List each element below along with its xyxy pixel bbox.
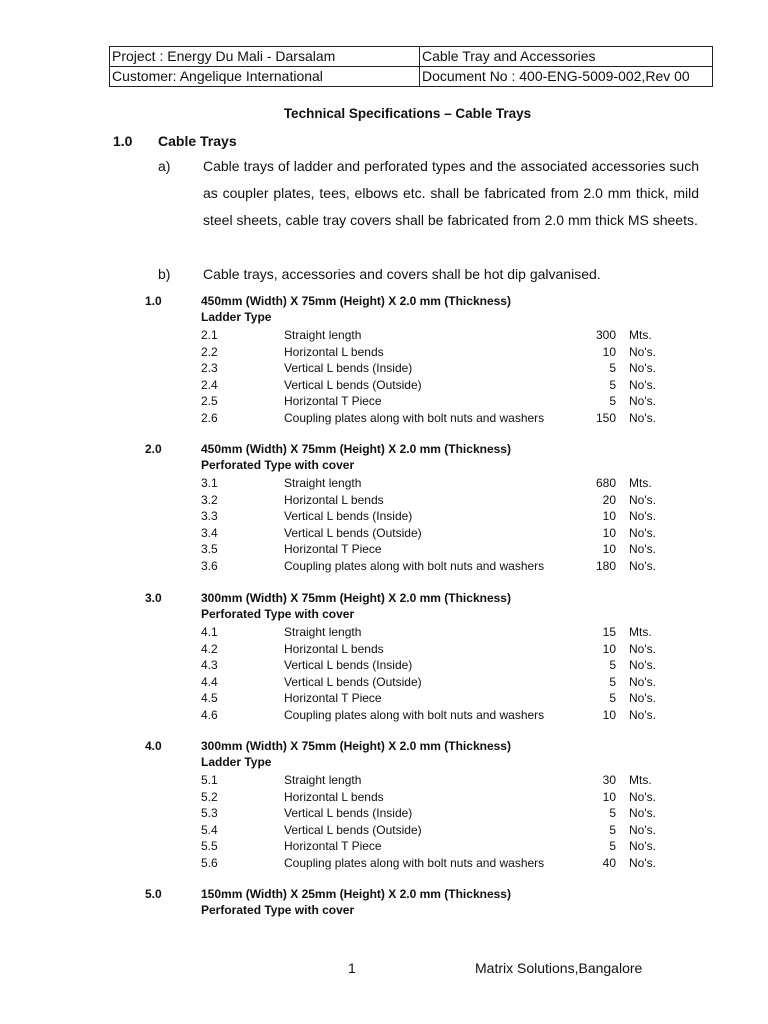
row-description: Vertical L bends (Outside)	[284, 822, 422, 837]
row-quantity: 15	[602, 625, 616, 639]
spec-row	[0, 641, 768, 657]
document-number-cell: Document No : 400-ENG-5009-002,Rev 00	[420, 67, 713, 87]
row-number: 3.1	[201, 476, 218, 490]
row-number: 5.3	[201, 806, 218, 820]
footer-company: Matrix Solutions,Bangalore	[475, 960, 643, 976]
row-unit: Mts.	[629, 773, 652, 787]
row-unit: No's.	[629, 822, 656, 837]
row-quantity: 300	[595, 328, 616, 342]
item-heading: 150mm (Width) X 25mm (Height) X 2.0 mm (Thickness)	[201, 887, 511, 901]
row-description: Horizontal L bends	[284, 789, 384, 804]
spec-row	[0, 344, 768, 360]
row-quantity: 150	[595, 410, 616, 425]
row-number: 5.1	[201, 773, 218, 787]
row-quantity: 10	[602, 641, 616, 656]
row-quantity: 5	[609, 691, 616, 705]
row-quantity: 5	[609, 377, 616, 392]
row-quantity: 5	[609, 822, 616, 837]
item-type: Perforated Type with cover	[201, 903, 355, 917]
item-number: 3.0	[145, 591, 162, 605]
row-description: Horizontal T Piece	[284, 394, 382, 408]
project-cell: Project : Energy Du Mali - Darsalam	[110, 47, 420, 67]
row-quantity: 10	[602, 789, 616, 804]
row-unit: No's.	[629, 855, 656, 870]
row-number: 2.2	[201, 344, 218, 359]
spec-row	[0, 838, 768, 854]
row-description: Vertical L bends (Inside)	[284, 806, 413, 820]
row-unit: No's.	[629, 707, 656, 722]
paragraph-text: Cable trays, accessories and covers shall be hot dip galvanised.	[203, 266, 601, 282]
row-description: Straight length	[284, 476, 362, 490]
row-number: 2.5	[201, 394, 218, 408]
row-description: Coupling plates along with bolt nuts and washers	[284, 410, 545, 425]
item-heading: 450mm (Width) X 75mm (Height) X 2.0 mm (Thickness)	[201, 294, 511, 308]
spec-row	[0, 558, 768, 574]
spec-row	[0, 657, 768, 673]
spec-row	[0, 377, 768, 393]
row-number: 4.4	[201, 674, 218, 689]
row-description: Coupling plates along with bolt nuts and washers	[284, 707, 545, 722]
row-number: 5.6	[201, 855, 218, 870]
spec-row	[0, 327, 768, 343]
item-type: Ladder Type	[201, 310, 272, 324]
spec-row	[0, 393, 768, 409]
row-quantity: 5	[609, 806, 616, 820]
row-unit: No's.	[629, 509, 656, 523]
spec-row	[0, 707, 768, 723]
item-number: 5.0	[145, 887, 162, 901]
row-number: 3.6	[201, 558, 218, 573]
row-number: 2.6	[201, 410, 218, 425]
row-unit: No's.	[629, 542, 656, 556]
subject-cell: Cable Tray and Accessories	[420, 47, 713, 67]
row-quantity: 10	[602, 542, 616, 556]
row-unit: No's.	[629, 641, 656, 656]
row-quantity: 680	[595, 476, 616, 490]
row-description: Straight length	[284, 773, 362, 787]
row-number: 3.5	[201, 542, 218, 556]
row-quantity: 10	[602, 707, 616, 722]
item-number: 2.0	[145, 442, 162, 456]
row-unit: No's.	[629, 361, 656, 375]
paragraph-label: a)	[158, 158, 171, 174]
row-unit: No's.	[629, 806, 656, 820]
row-quantity: 5	[609, 674, 616, 689]
row-number: 2.3	[201, 361, 218, 375]
row-description: Coupling plates along with bolt nuts and washers	[284, 855, 545, 870]
row-number: 5.4	[201, 822, 218, 837]
item-number: 4.0	[145, 739, 162, 753]
spec-row	[0, 508, 768, 524]
spec-row	[0, 822, 768, 838]
row-unit: No's.	[629, 839, 656, 853]
row-unit: Mts.	[629, 625, 652, 639]
header-table	[109, 46, 713, 87]
row-description: Horizontal T Piece	[284, 542, 382, 556]
row-number: 4.3	[201, 658, 218, 672]
page-number: 1	[348, 960, 356, 976]
paragraph-text: Cable trays of ladder and perforated types and the associated accessories such as coupler plates, tees, elbows etc. shall be fabricated from 2.0 mm thick, mild steel sheets, cable tray covers shall be fabricated from 2.0 mm thick MS sheets.	[203, 158, 699, 228]
row-description: Vertical L bends (Inside)	[284, 509, 413, 523]
row-quantity: 5	[609, 394, 616, 408]
row-quantity: 40	[602, 855, 616, 870]
row-quantity: 5	[609, 361, 616, 375]
spec-row	[0, 410, 768, 426]
spec-row	[0, 674, 768, 690]
row-quantity: 180	[595, 558, 616, 573]
row-quantity: 30	[602, 773, 616, 787]
row-description: Straight length	[284, 625, 362, 639]
row-unit: No's.	[629, 344, 656, 359]
item-heading: 300mm (Width) X 75mm (Height) X 2.0 mm (Thickness)	[201, 591, 511, 605]
row-number: 2.4	[201, 377, 218, 392]
spec-row	[0, 624, 768, 640]
row-number: 4.2	[201, 641, 218, 656]
row-description: Vertical L bends (Inside)	[284, 658, 413, 672]
row-description: Coupling plates along with bolt nuts and washers	[284, 558, 545, 573]
row-unit: No's.	[629, 658, 656, 672]
row-number: 4.6	[201, 707, 218, 722]
spec-row	[0, 690, 768, 706]
header-row	[110, 67, 713, 87]
row-number: 4.5	[201, 691, 218, 705]
row-description: Vertical L bends (Inside)	[284, 361, 413, 375]
row-unit: No's.	[629, 558, 656, 573]
spec-row	[0, 772, 768, 788]
row-unit: No's.	[629, 492, 656, 507]
row-unit: Mts.	[629, 328, 652, 342]
row-unit: No's.	[629, 525, 656, 540]
item-type: Perforated Type with cover	[201, 607, 355, 621]
row-unit: No's.	[629, 394, 656, 408]
row-description: Horizontal T Piece	[284, 839, 382, 853]
row-number: 3.4	[201, 525, 218, 540]
paragraph-label: b)	[158, 266, 171, 282]
item-type: Ladder Type	[201, 755, 272, 769]
section-number: 1.0	[113, 133, 133, 149]
spec-row	[0, 805, 768, 821]
row-quantity: 5	[609, 839, 616, 853]
row-quantity: 10	[602, 344, 616, 359]
row-number: 3.2	[201, 492, 218, 507]
row-description: Vertical L bends (Outside)	[284, 674, 422, 689]
row-unit: No's.	[629, 674, 656, 689]
item-number: 1.0	[145, 294, 162, 308]
row-quantity: 20	[602, 492, 616, 507]
item-type: Perforated Type with cover	[201, 458, 355, 472]
item-heading: 300mm (Width) X 75mm (Height) X 2.0 mm (Thickness)	[201, 739, 511, 753]
row-unit: No's.	[629, 410, 656, 425]
row-description: Straight length	[284, 328, 362, 342]
section-title: Cable Trays	[158, 133, 237, 149]
row-number: 2.1	[201, 328, 218, 342]
row-number: 4.1	[201, 625, 218, 639]
row-description: Horizontal T Piece	[284, 691, 382, 705]
row-number: 3.3	[201, 509, 218, 523]
spec-row	[0, 475, 768, 491]
row-unit: No's.	[629, 789, 656, 804]
spec-row	[0, 855, 768, 871]
header-row	[110, 47, 713, 67]
row-description: Horizontal L bends	[284, 492, 384, 507]
row-description: Horizontal L bends	[284, 344, 384, 359]
row-quantity: 10	[602, 525, 616, 540]
page-title: Technical Specifications – Cable Trays	[283, 106, 532, 121]
row-description: Horizontal L bends	[284, 641, 384, 656]
row-unit: No's.	[629, 377, 656, 392]
spec-row	[0, 492, 768, 508]
row-description: Vertical L bends (Outside)	[284, 525, 422, 540]
row-number: 5.2	[201, 789, 218, 804]
spec-row	[0, 525, 768, 541]
row-unit: No's.	[629, 691, 656, 705]
row-quantity: 5	[609, 658, 616, 672]
item-heading: 450mm (Width) X 75mm (Height) X 2.0 mm (Thickness)	[201, 442, 511, 456]
spec-row	[0, 360, 768, 376]
row-description: Vertical L bends (Outside)	[284, 377, 422, 392]
row-number: 5.5	[201, 839, 218, 853]
row-unit: Mts.	[629, 476, 652, 490]
customer-cell: Customer: Angelique International	[110, 67, 420, 87]
spec-row	[0, 541, 768, 557]
row-quantity: 10	[602, 509, 616, 523]
spec-row	[0, 789, 768, 805]
